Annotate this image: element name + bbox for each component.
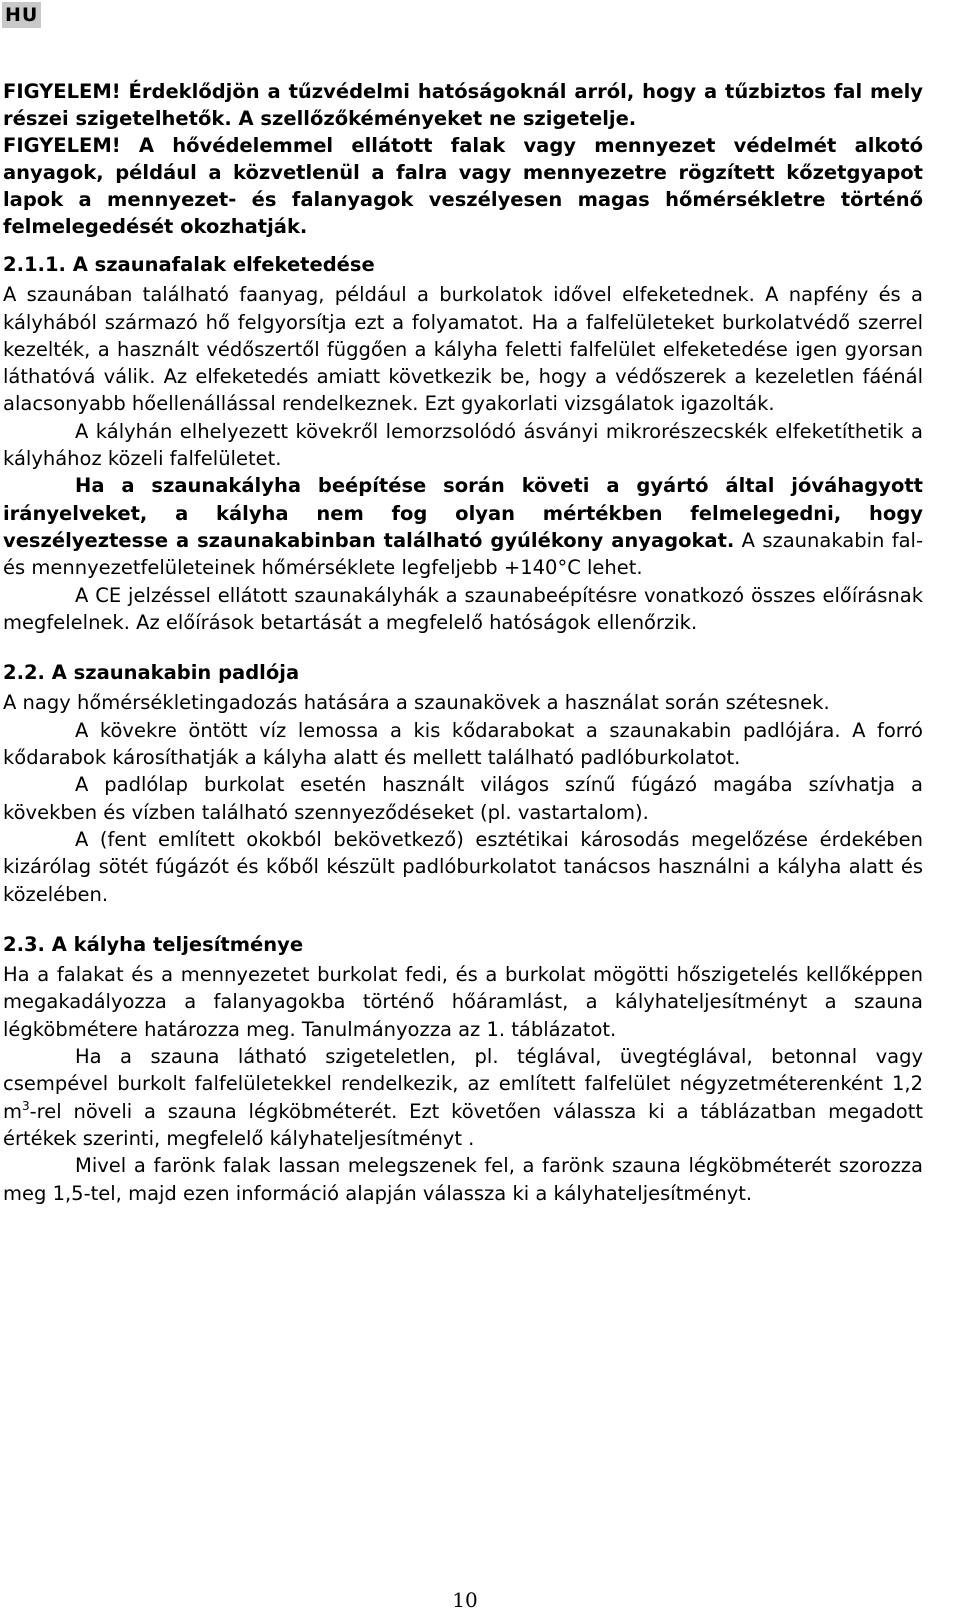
section-2-1-1-paragraph: A CE jelzéssel ellátott szaunakályhák a szaunabeépítésre vonatkozó összes előírásnak megfelelnek. Az előírások betartását a megfelelő hatóságok ellenőrzik. (3, 583, 923, 634)
section-2-3-title: 2.3. A kályha teljesítménye (3, 932, 304, 956)
section-2-3-paragraph (3, 1043, 923, 1152)
superscript: 3 (22, 1098, 30, 1113)
paragraph-text: A szaunakabin fal- és mennyezetfelületeinek hőmérséklete legfeljebb +140°C lehet. (3, 528, 923, 580)
warning-fire-authority: FIGYELEM! Érdeklődjön a tűzvédelmi hatóságoknál arról, hogy a tűzbiztos fal mely részei szigetelhetők. A szellőzőkéményeket ne szigetelje. (3, 80, 923, 130)
paragraph-text: -rel növeli a szauna légköbméterét. Ezt követően válassza ki a táblázatban megadott értékek szerinti, megfelelő kályhateljesítményt . (3, 1099, 923, 1150)
warning-insulation: FIGYELEM! A hővédelemmel ellátott falak vagy mennyezet védelmét alkotó anyagok, például a közvetlenül a falra vagy mennyezetre rögzített kőzetgyapot lapok a mennyezet- és falanyagok veszélyesen magas hőmérsékletre történő felmelegedését okozhatják. (3, 134, 923, 238)
page-number: 10 (452, 1588, 478, 1612)
section-2-1-1-paragraph: A szaunában található faanyag, például a burkolatok idővel elfeketednek. A napfény és a kályhából származó hő felgyorsítja ezt a folyamatot. Ha a falfelületeket burkolatvédő szerrel kezelték, a használt védőszertől függően a kályha feletti falfelület elfeketedése igen gyorsan láthatóvá válik. Az elfeketedés amiatt következik be, hogy a védőszerek a kezeletlen fáénál alacsonyabb hőellenállással rendelkeznek. Ezt gyakorlati vizsgálatok igazolták. (3, 283, 923, 416)
section-2-1-1-paragraph: A kályhán elhelyezett kövekről lemorzsolódó ásványi mikrorészecskék elfeketíthetik a kályhához közeli falfelületet. (3, 419, 923, 471)
section-2-1-1-paragraph (3, 472, 923, 581)
section-2-2-title: 2.2. A szaunakabin padlója (3, 661, 300, 685)
emphasis-text: Ha a szaunakályha beépítése során követi a gyártó által jóváhagyott irányelveket, a kályha nem fog olyan mértékben felmelegedni, hogy veszélyeztesse a szaunakabinban található gyúlékony anyagokat. (3, 474, 923, 552)
section-2-2-paragraph: A padlólap burkolat esetén használt világos színű fúgázó magába szívhatja a kövekben és vízben található szennyeződéseket (pl. vastartalom). (3, 773, 923, 824)
section-2-2-paragraph: A nagy hőmérsékletingadozás hatására a szaunakövek a használat során szétesnek. (3, 691, 830, 715)
section-2-3-paragraph: Ha a falakat és a mennyezetet burkolat fedi, és a burkolat mögötti hőszigetelés kellőképpen megakadályozza a falanyagokba történő hőáramlást, a kályhateljesítményt a szauna légköbmétere határozza meg. Tanulmányozza az 1. táblázatot. (3, 963, 923, 1041)
section-2-2-paragraph: A kövekre öntött víz lemossa a kis kődarabokat a szaunakabin padlójára. A forró kődarabok károsíthatják a kályha alatt és mellett található padlóburkolatot. (3, 718, 923, 770)
language-tag: HU (2, 2, 41, 28)
section-2-3-paragraph: Mivel a farönk falak lassan melegszenek fel, a farönk szauna légköbméterét szorozza meg 1,5-tel, majd ezen információ alapján válassza ki a kályhateljesítményt. (3, 1154, 923, 1205)
section-2-1-1-title: 2.1.1. A szaunafalak elfeketedése (3, 253, 375, 276)
document-body (3, 78, 923, 1207)
paragraph-text: Ha a szauna látható szigeteletlen, pl. téglával, üvegtéglával, betonnal vagy csempével burkolt falfelületekkel rendelkezik, az említett falfelület négyzetméterenként 1,2 m (3, 1045, 923, 1123)
warnings (3, 78, 923, 240)
section-2-2-paragraph: A (fent említett okokból bekövetkező) esztétikai károsodás megelőzése érdekében kizárólag sötét fúgázót és kőből készült padlóburkolatot tanácsos használni a kályha alatt és közelében. (3, 827, 923, 906)
